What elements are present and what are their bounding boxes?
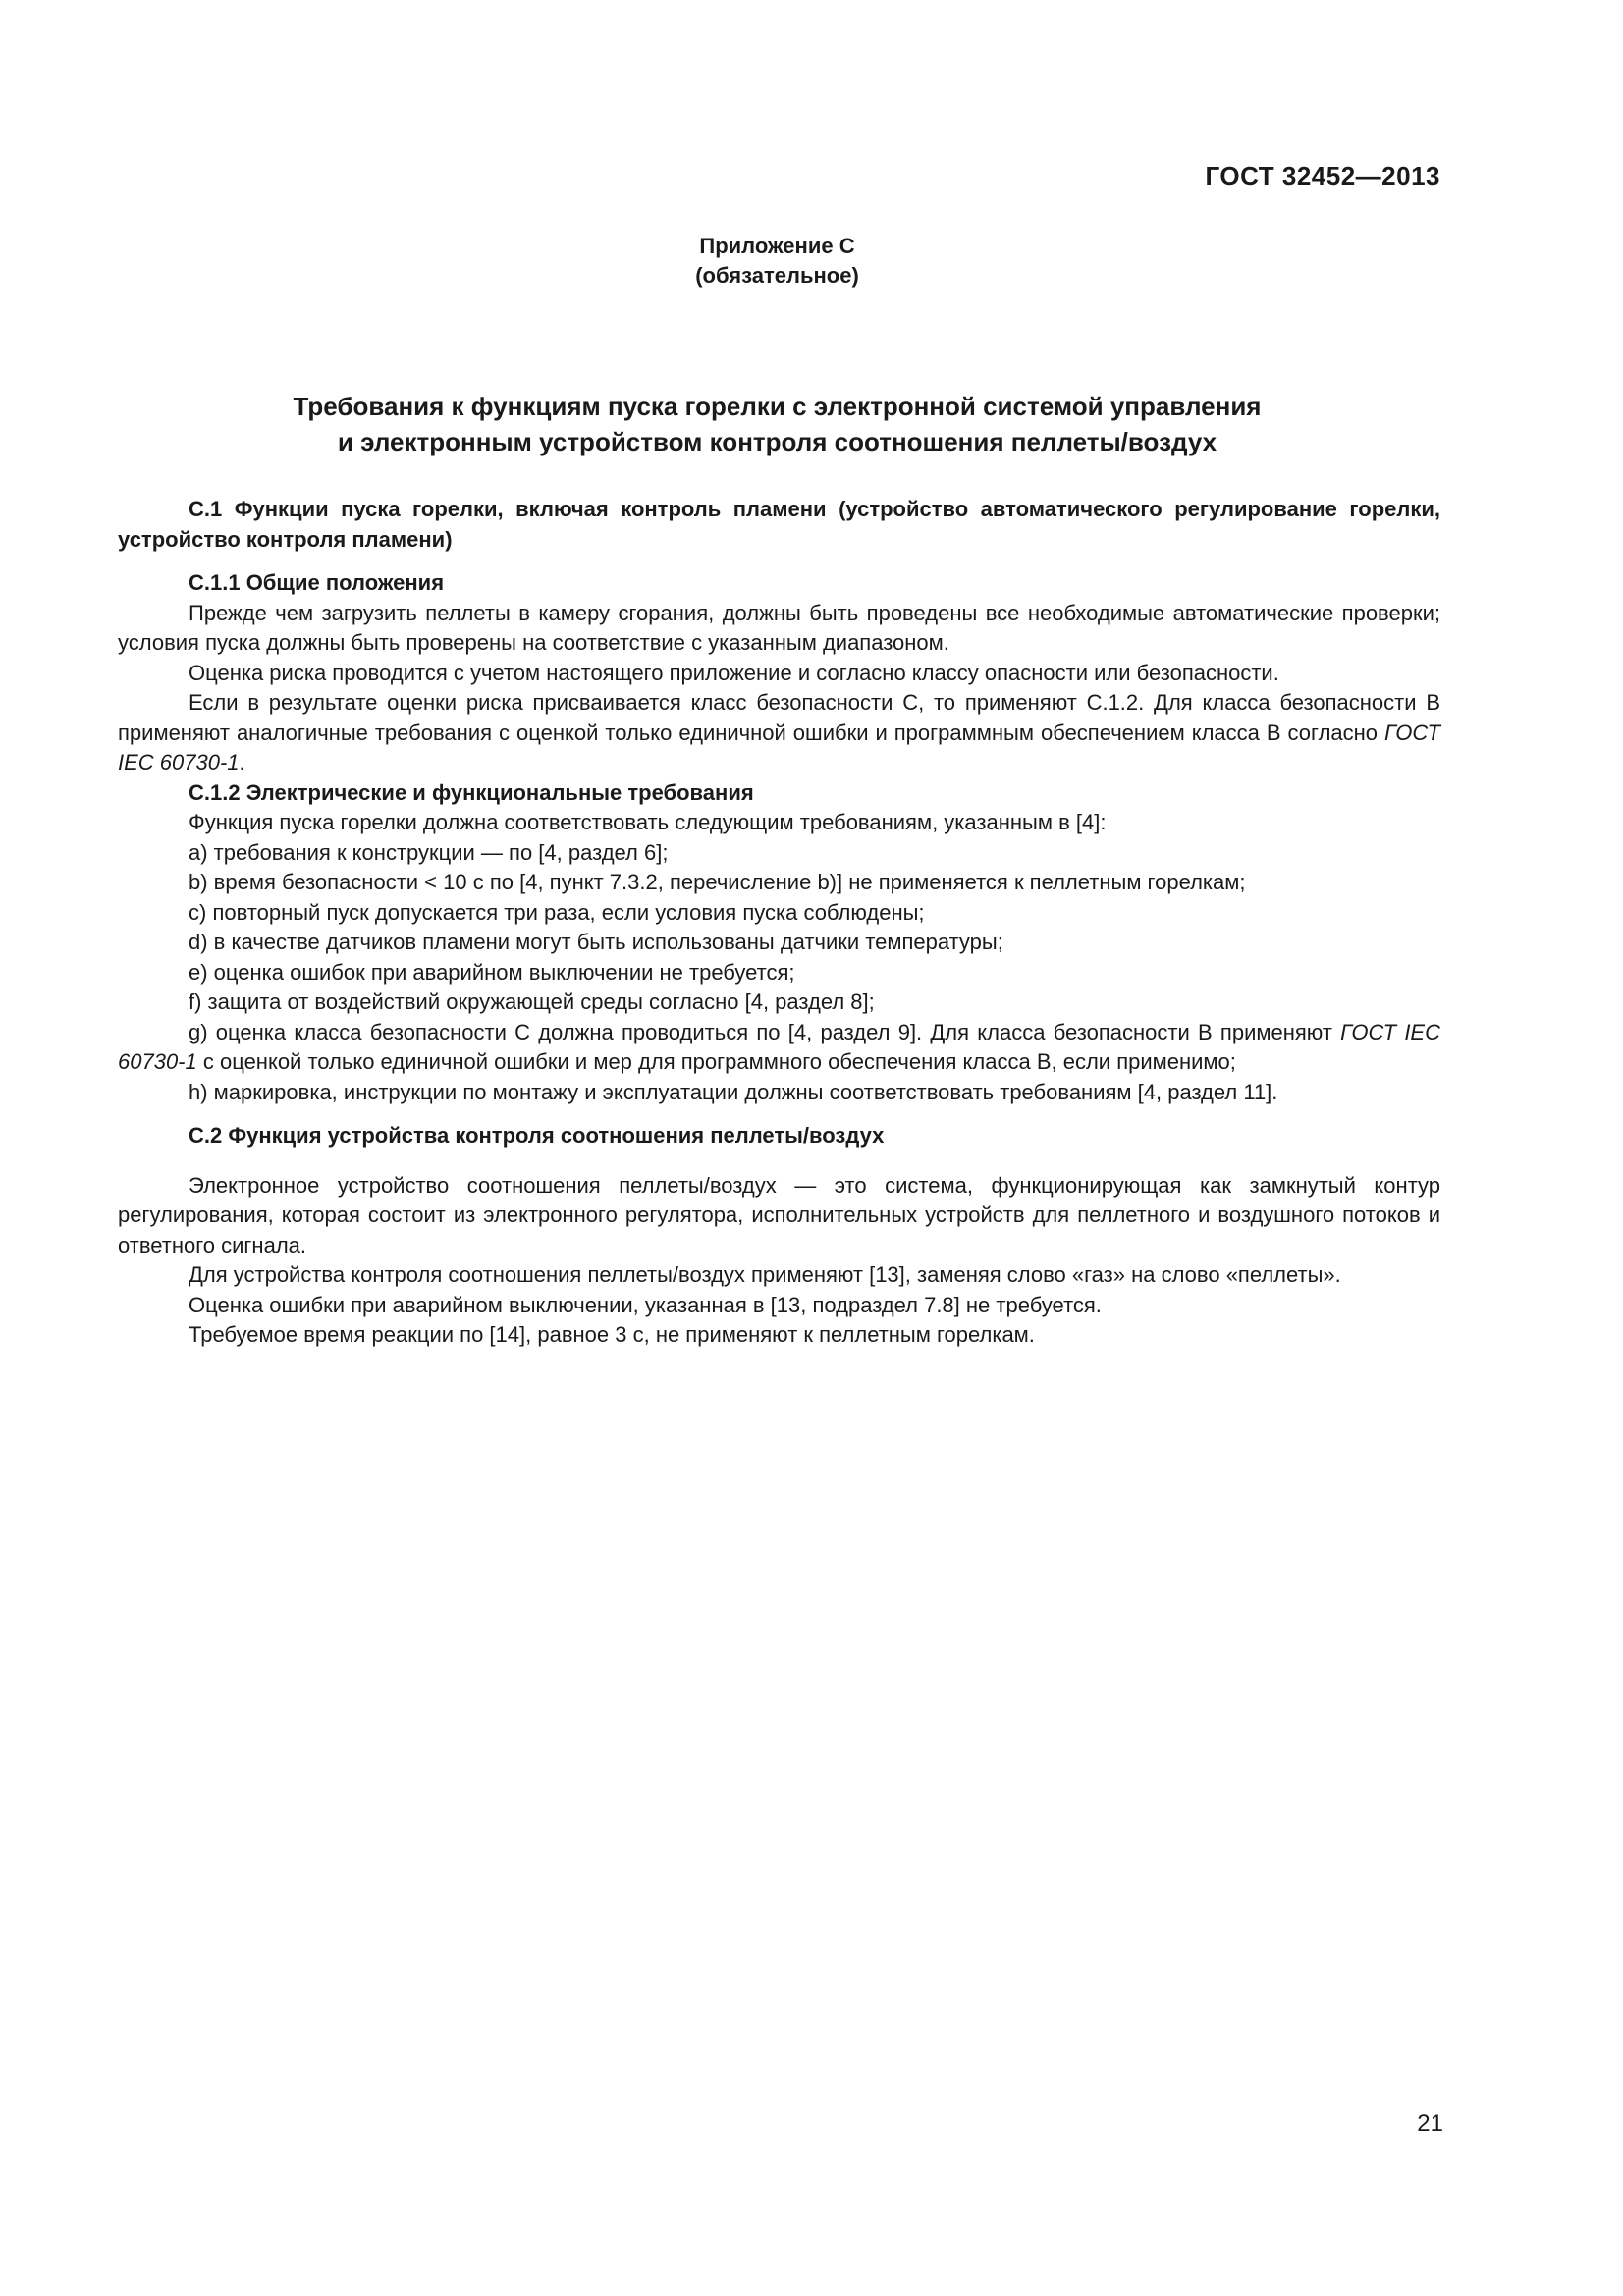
- list-item-a: а) требования к конструкции — по [4, раздел 6];: [189, 839, 669, 865]
- section-c11-paragraph-3-text: Если в результате оценки риска присваивается класс безопасности С, то применяют С.1.2. Для класса безопасности В применяют аналогичные требования с оценкой только единичной ошибки и программным обеспечением класса В согласно: [118, 690, 1440, 745]
- list-item-g-text: g) оценка класса безопасности С должна проводиться по [4, раздел 9]. Для класса безопасности В применяют: [189, 1019, 1341, 1044]
- annex-heading: [0, 232, 1623, 291]
- list-item-c: с) повторный пуск допускается три раза, если условия пуска соблюдены;: [189, 899, 925, 925]
- list-item-e: е) оценка ошибок при аварийном выключении не требуется;: [189, 959, 795, 985]
- list-item-g: [118, 1018, 1440, 1078]
- annex-status: (обязательное): [695, 263, 859, 288]
- standard-designation: ГОСТ 32452—2013: [1205, 161, 1440, 190]
- list-item-f: f) защита от воздействий окружающей среды согласно [4, раздел 8];: [189, 989, 875, 1014]
- section-c11-paragraph-2: Оценка риска проводится с учетом настоящего приложение и согласно классу опасности или безопасности.: [189, 660, 1279, 685]
- list-item-g-end: с оценкой только единичной ошибки и мер для программного обеспечения класса В, если применимо;: [196, 1049, 1236, 1074]
- standard-reference: ГОСТ IEC 60730-1: [118, 1019, 1440, 1074]
- section-c2-paragraph-4: Требуемое время реакции по [14], равное 3 с, не применяют к пеллетным горелкам.: [189, 1322, 1035, 1347]
- section-c12-heading: С.1.2 Электрические и функциональные требования: [189, 779, 754, 805]
- section-c11-paragraph-3-end: .: [239, 750, 245, 774]
- list-item-b: b) время безопасности < 10 с по [4, пункт 7.3.2, перечисление b)] не применяется к пеллетным горелкам;: [189, 870, 1246, 894]
- section-c2-paragraph-1: Электронное устройство соотношения пеллеты/воздух — это система, функционирующая как замкнутый контур регулирования, которая состоит из электронного регулятора, исполнительных устройств для пеллетного и воздушного потоков и ответного сигнала.: [118, 1172, 1440, 1257]
- section-c11-paragraph-3: [118, 688, 1440, 778]
- page-number: 21: [1417, 2110, 1443, 2137]
- annex-label: Приложение C: [699, 234, 855, 258]
- section-c11-paragraph-1: Прежде чем загрузить пеллеты в камеру сгорания, должны быть проведены все необходимые автоматические проверки; условия пуска должны быть проверены на соответствие с указанным диапазоном.: [118, 600, 1440, 655]
- list-item-h: h) маркировка, инструкции по монтажу и эксплуатации должны соответствовать требованиям [4, раздел 11].: [189, 1079, 1278, 1104]
- list-item-d: d) в качестве датчиков пламени могут быть использованы датчики температуры;: [189, 930, 1003, 954]
- section-c1-heading: С.1 Функции пуска горелки, включая контроль пламени (устройство автоматического регулирование горелки, устройство контроля пламени): [118, 497, 1440, 552]
- annex-title: [0, 389, 1623, 459]
- standard-reference: ГОСТ IEC 60730-1: [118, 720, 1440, 774]
- annex-title-line-2: и электронным устройством контроля соотношения пеллеты/воздух: [337, 427, 1217, 456]
- section-c2-paragraph-3: Оценка ошибки при аварийном выключении, указанная в [13, подраздел 7.8] не требуется.: [189, 1292, 1102, 1317]
- section-c2-paragraph-2: Для устройства контроля соотношения пеллеты/воздух применяют [13], заменяя слово «газ» на слово «пеллеты».: [189, 1262, 1341, 1287]
- annex-title-line-1: Требования к функциям пуска горелки с электронной системой управления: [293, 392, 1262, 421]
- section-c12-intro: Функция пуска горелки должна соответствовать следующим требованиям, указанным в [4]:: [189, 810, 1107, 834]
- document-body: [118, 495, 1440, 1351]
- section-c11-heading: С.1.1 Общие положения: [189, 570, 445, 595]
- section-c2-heading: С.2 Функция устройства контроля соотношения пеллеты/воздух: [189, 1123, 885, 1148]
